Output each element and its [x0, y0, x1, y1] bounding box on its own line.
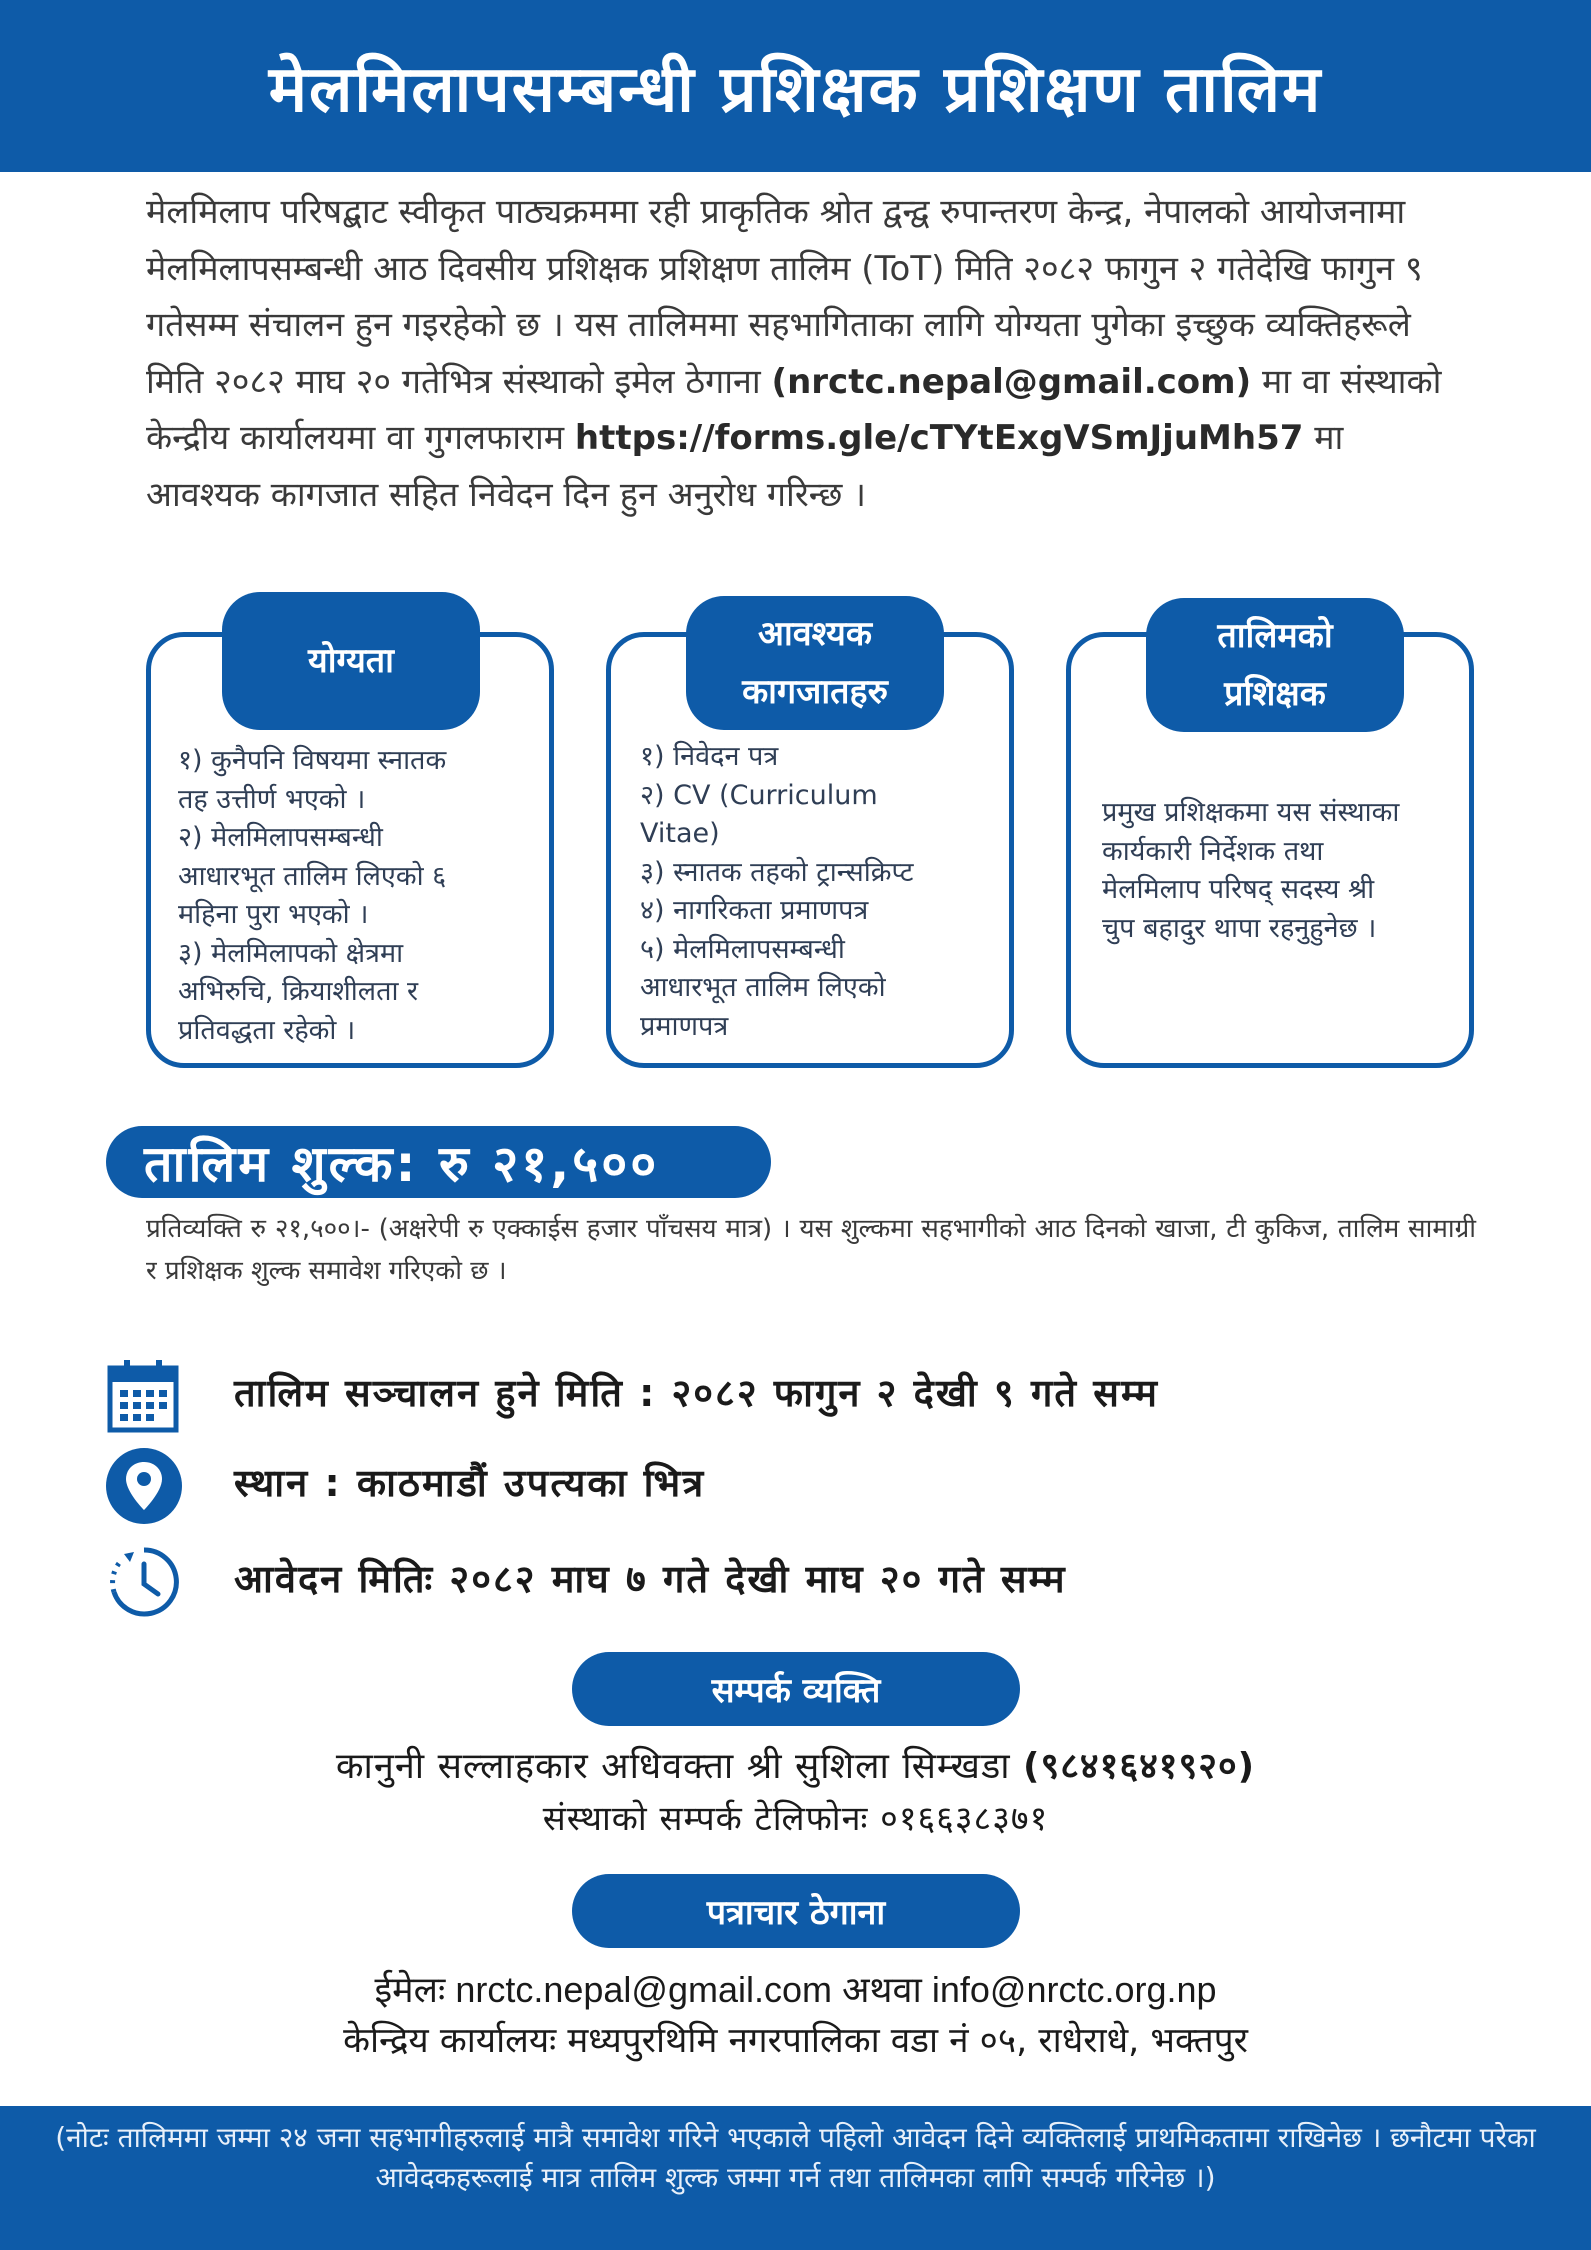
- office-address: केन्द्रिय कार्यालयः मध्यपुरथिमि नगरपालिका वडा नं ०५, राधेराधे, भक्तपुर: [343, 2021, 1248, 2061]
- list-item: महिना पुरा भएको ।: [178, 899, 369, 930]
- list-item: ३) मेलमिलापको क्षेत्रमा: [178, 937, 404, 969]
- list-item: प्रतिवद्धता रहेको ।: [178, 1014, 356, 1046]
- address-title-text: पत्राचार ठेगाना: [706, 1893, 886, 1933]
- card-documents-title-line1: आवश्यक: [758, 614, 872, 654]
- list-item: ३) स्नातक तहको ट्रान्सक्रिप्ट: [640, 856, 914, 888]
- contact-title: [572, 1652, 1020, 1726]
- list-item: ५) मेलमिलापसम्बन्धी: [640, 933, 845, 965]
- info-row-application: [106, 1544, 1506, 1624]
- list-item: प्रमाणपत्र: [640, 1010, 729, 1042]
- contact-person-line: [0, 1740, 1591, 1789]
- list-item: आधारभूत तालिम लिएको: [640, 972, 886, 1003]
- header-band: [0, 0, 1591, 172]
- card-trainer-title-line1: तालिमको: [1217, 616, 1333, 656]
- card-documents-title-line2: कागजातहरु: [742, 672, 888, 712]
- fee-description: प्रतिव्यक्ति रु २१,५००।- (अक्षरेपी रु एक्काईस हजार पाँचसय मात्र) । यस शुल्कमा सहभागीको आठ दिनको खाजा, टी कुकिज, तालिम सामाग्री र प्रशिक्षक शुल्क समावेश गरिएको छ ।: [146, 1214, 1476, 1286]
- card-qualification-body: [178, 742, 538, 1050]
- list-item: चुप बहादुर थापा रहनुहुनेछ ।: [1102, 912, 1377, 944]
- fee-title: तालिम शुल्क: रु २१,५००: [144, 1135, 660, 1193]
- list-item: १) कुनैपनि विषयमा स्नातक: [178, 745, 447, 776]
- card-documents-title: [686, 596, 944, 730]
- contact-person-phone[interactable]: (९८४१६४१९२०): [1023, 1746, 1256, 1787]
- list-item: प्रमुख प्रशिक्षकमा यस संस्थाका: [1102, 797, 1400, 828]
- intro-paragraph: [146, 184, 1446, 523]
- contact-title-text: सम्पर्क व्यक्ति: [711, 1671, 881, 1711]
- intro-text-2: मा वा संस्थाको केन्द्रीय कार्यालयमा वा गुगलफाराम: [146, 361, 1442, 458]
- office-phone[interactable]: संस्थाको सम्पर्क टेलिफोनः ०१६६३८३७१: [542, 1799, 1049, 1839]
- list-item: २) CV (Curriculum: [640, 779, 878, 811]
- intro-text-3: मा आवश्यक कागजात सहित निवेदन दिन हुन अनुरोध गरिन्छ ।: [146, 418, 1344, 515]
- list-item: मेलमिलाप परिषद् सदस्य श्री: [1102, 874, 1375, 905]
- list-item: २) मेलमिलापसम्बन्धी: [178, 822, 383, 853]
- card-trainer-title: [1146, 598, 1404, 732]
- card-qualification-title-text: योग्यता: [308, 641, 394, 681]
- address-title: [572, 1874, 1020, 1948]
- address-email[interactable]: ईमेलः nrctc.nepal@gmail.com अथवा info@nrctc.org.np: [374, 1969, 1217, 2010]
- list-item: Vitae): [640, 818, 720, 849]
- list-item: कार्यकारी निर्देशक तथा: [1102, 835, 1324, 867]
- info-row-location: [106, 1448, 1506, 1528]
- card-documents-body: [640, 738, 1000, 1046]
- list-item: अभिरुचि, क्रियाशीलता र: [178, 976, 419, 1007]
- list-item: आधारभूत तालिम लिएको ६: [178, 860, 447, 892]
- location-text: स्थान : काठमाडौं उपत्यका भित्र: [234, 1461, 706, 1505]
- note-band: [0, 2106, 1591, 2250]
- intro-text-1: मेलमिलाप परिषद्बाट स्वीकृत पाठ्यक्रममा रही प्राकृतिक श्रोत द्वन्द्व रुपान्तरण केन्द्र, नेपालको आयोजनामा मेलमिलापसम्बन्धी आठ दिवसीय प्रशिक्षक प्रशिक्षण तालिम (ToT) मिति २०८२ फागुन २ गतेदेखि फागुन ९ गतेसम्म संचालन हुन गइरहेको छ । यस तालिममा सहभागिताका लागि योग्यता पुगेका इच्छुक व्यक्तिहरूले मिति २०८२ माघ २० गतेभित्र संस्थाको इमेल ठेगाना: [146, 192, 1423, 402]
- application-date-text: आवेदन मितिः २०८२ माघ ७ गते देखी माघ २० गते सम्म: [234, 1557, 1067, 1601]
- training-date-text: तालिम सञ्चालन हुने मिति : २०८२ फागुन २ देखी ९ गते सम्म: [234, 1371, 1160, 1415]
- card-qualification-title: [222, 592, 480, 730]
- intro-form-link[interactable]: https://forms.gle/cTYtExgVSmJjuMh57: [574, 418, 1304, 458]
- page-title: मेलमिलापसम्बन्धी प्रशिक्षक प्रशिक्षण तालिम: [268, 52, 1323, 127]
- intro-email[interactable]: (nrctc.nepal@gmail.com): [771, 361, 1252, 402]
- calendar-icon: [106, 1358, 182, 1434]
- list-item: १) निवेदन पत्र: [640, 741, 779, 772]
- contact-person: कानुनी सल्लाहकार अधिवक्ता श्री सुशिला सिम्खडा: [335, 1746, 1024, 1787]
- info-row-date: [106, 1358, 1506, 1438]
- clock-history-icon: [106, 1544, 182, 1620]
- fee-banner: [106, 1126, 771, 1198]
- card-trainer-title-line2: प्रशिक्षक: [1224, 674, 1326, 714]
- card-trainer-body: [1102, 794, 1462, 948]
- list-item: ४) नागरिकता प्रमाणपत्र: [640, 895, 869, 926]
- note-text: (नोटः तालिममा जम्मा २४ जना सहभागीहरुलाई मात्रै समावेश गरिने भएकाले पहिलो आवेदन दिने व्यक्तिलाई प्राथमिकतामा राखिनेछ । छनौटमा परेका आवेदकहरूलाई मात्र तालिम शुल्क जम्मा गर्न तथा तालिमका लागि सम्पर्क गरिनेछ ।): [55, 2121, 1536, 2194]
- list-item: तह उत्तीर्ण भएको ।: [178, 783, 366, 815]
- location-pin-icon: [106, 1448, 182, 1524]
